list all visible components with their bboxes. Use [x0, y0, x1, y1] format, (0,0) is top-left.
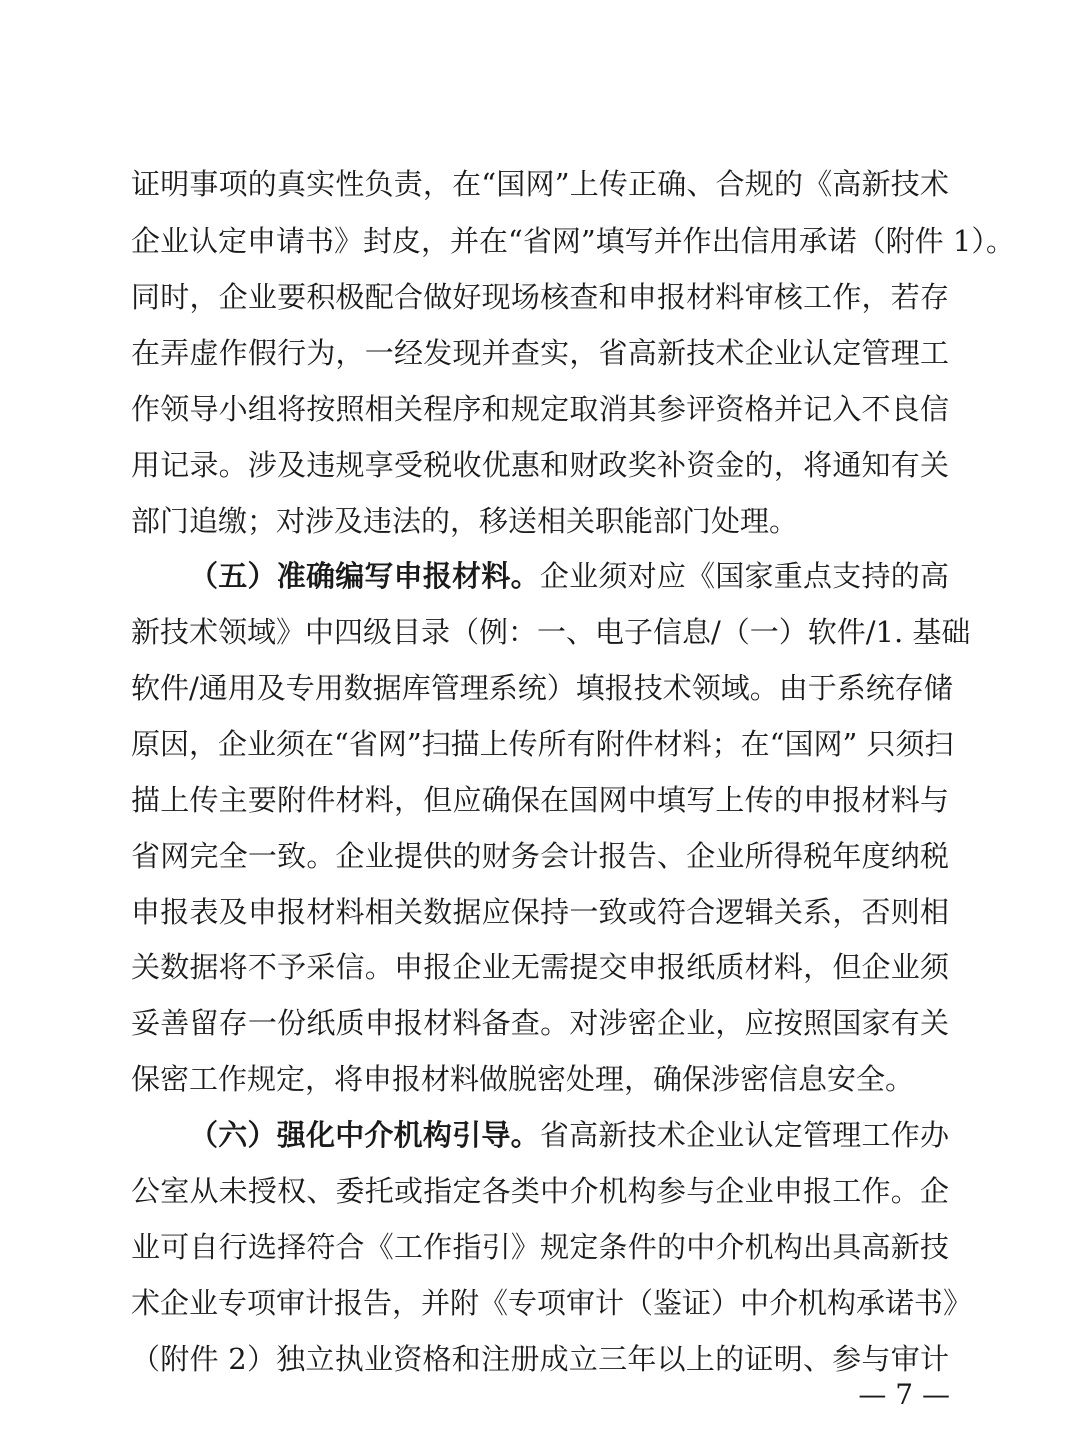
text-line: 保密工作规定，将申报材料做脱密处理，确保涉密信息安全。 [131, 1062, 915, 1096]
text-line: （附件 2）独立执业资格和注册成立三年以上的证明、参与审计 [131, 1342, 949, 1376]
text-line: 业可自行选择符合《工作指引》规定条件的中介机构出具高新技 [131, 1230, 949, 1264]
text-line: 作领导小组将按照相关程序和规定取消其参评资格并记入不良信 [131, 392, 949, 426]
text-line: 软件/通用及专用数据库管理系统）填报技术领域。由于系统存储 [131, 671, 953, 705]
text-line: 同时，企业要积极配合做好现场核查和申报材料审核工作，若存 [131, 280, 949, 314]
text-line: 证明事项的真实性负责，在“国网”上传正确、合规的《高新技术 [131, 167, 949, 201]
text-line: 申报表及申报材料相关数据应保持一致或符合逻辑关系，否则相 [131, 895, 949, 929]
text-line: 妥善留存一份纸质申报材料备查。对涉密企业，应按照国家有关 [131, 1006, 949, 1040]
text-line: 描上传主要附件材料，但应确保在国网中填写上传的申报材料与 [131, 783, 949, 817]
text-line: 原因，企业须在“省网”扫描上传所有附件材料；在“国网” 只须扫 [131, 727, 954, 761]
text-line: 新技术领域》中四级目录（例：一、电子信息/（一）软件/1. 基础 [131, 615, 971, 649]
section-5-first-line [189, 556, 949, 596]
text-line: 省网完全一致。企业提供的财务会计报告、企业所得税年度纳税 [131, 839, 949, 873]
text-line: 术企业专项审计报告，并附《专项审计（鉴证）中介机构承诺书》 [131, 1286, 973, 1320]
text-line: 企业认定申请书》封皮，并在“省网”填写并作出信用承诺（附件 1）。 [131, 224, 1015, 258]
section-6-heading: （六）强化中介机构引导。 [189, 1118, 540, 1152]
text-line: 部门追缴；对涉及违法的，移送相关职能部门处理。 [131, 504, 799, 538]
section-6-first-line [189, 1115, 949, 1155]
section-5-heading: （五）准确编写申报材料。 [189, 559, 540, 593]
text-line: 在弄虚作假行为，一经发现并查实，省高新技术企业认定管理工 [131, 336, 949, 370]
section-5-text: 企业须对应《国家重点支持的高 [539, 559, 949, 593]
text-line: 公室从未授权、委托或指定各类中介机构参与企业申报工作。企 [131, 1174, 949, 1208]
page-number: — 7 — [858, 1378, 950, 1411]
section-6-text: 省高新技术企业认定管理工作办 [539, 1118, 949, 1152]
text-line: 用记录。涉及违规享受税收优惠和财政奖补资金的，将通知有关 [131, 448, 949, 482]
text-line: 关数据将不予采信。申报企业无需提交申报纸质材料，但企业须 [131, 950, 949, 984]
